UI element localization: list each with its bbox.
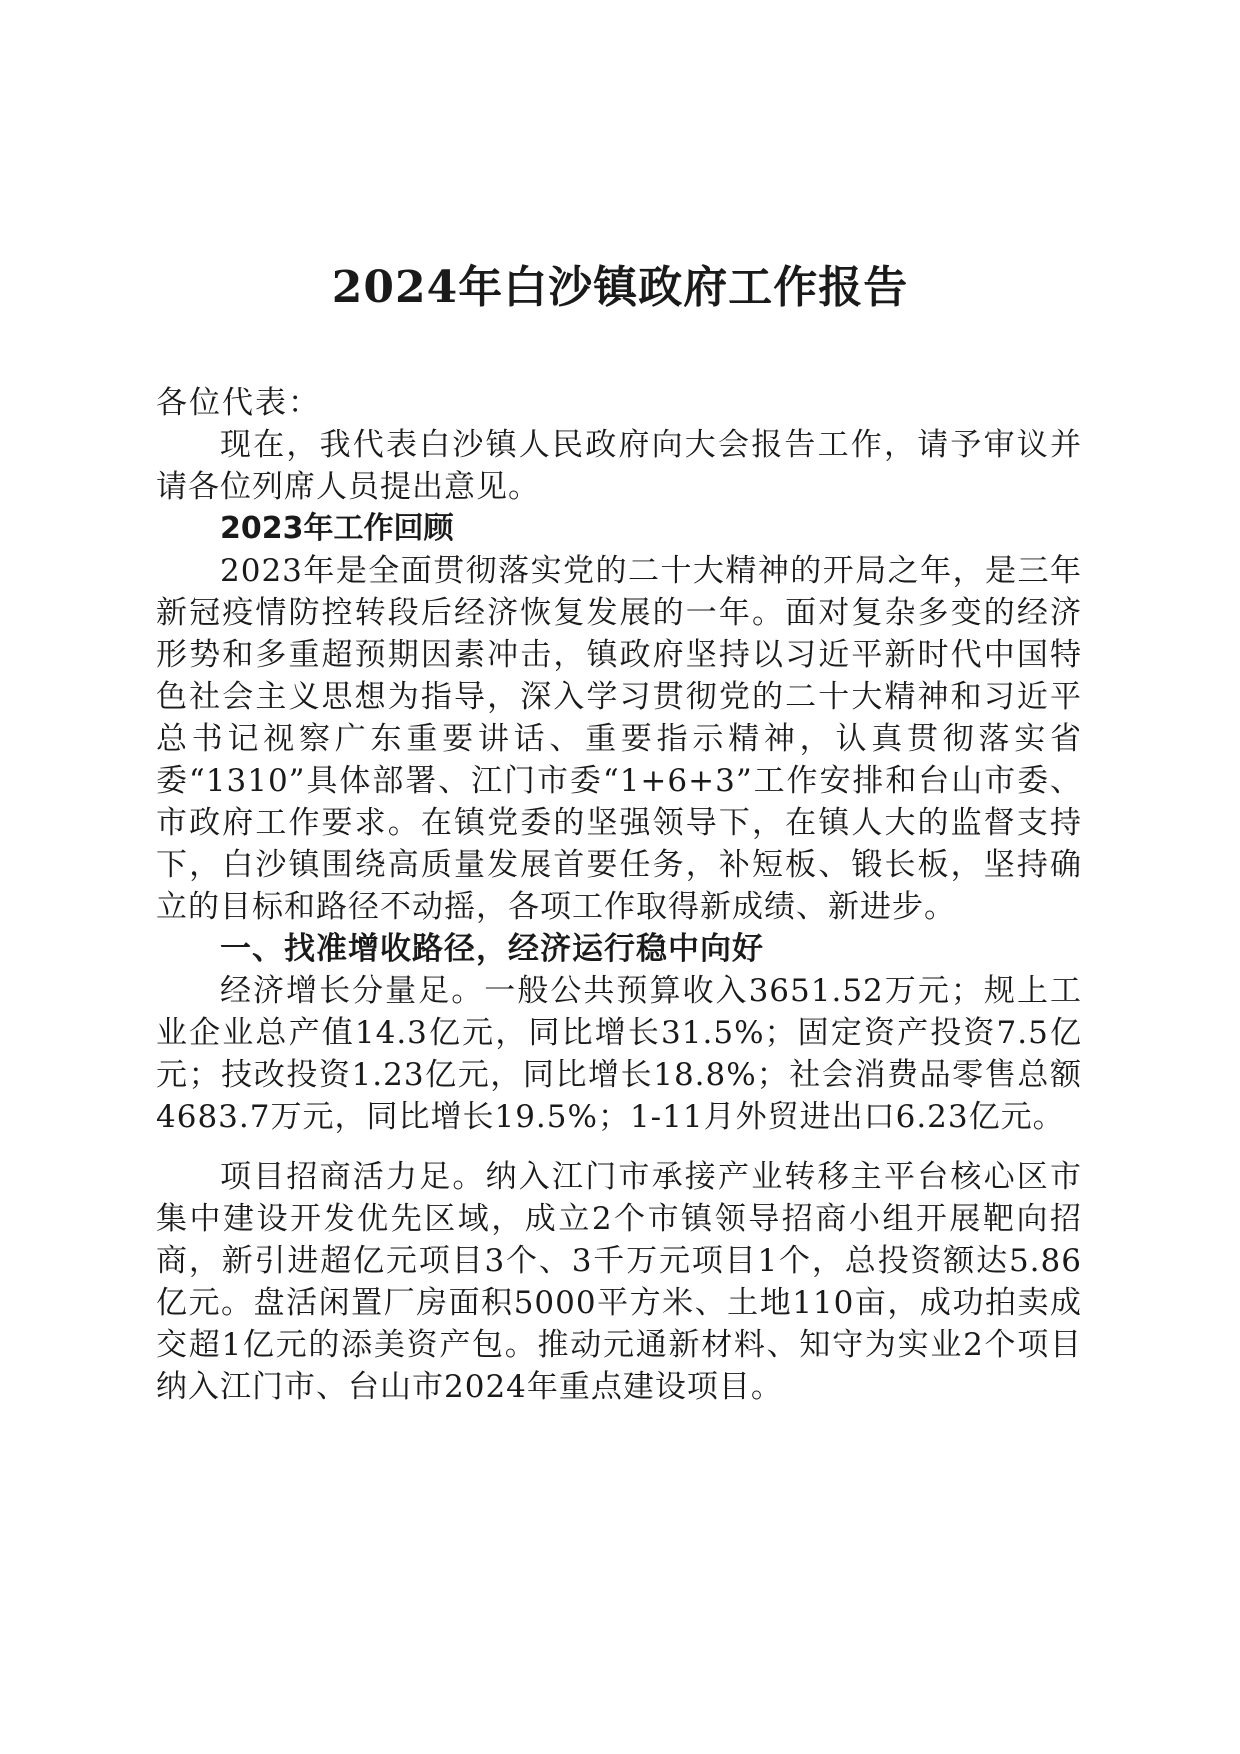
section1-paragraph-investment: 项目招商活力足。纳入江门市承接产业转移主平台核心区市集中建设开发优先区域，成立2个市镇领导招商小组开展靶向招商，新引进超亿元项目3个、3千万元项目1个，总投资额达5.86亿元。盘活闲置厂房面积5000平方米、土地110亩，成功拍卖成交超1亿元的添美资产包。推动元通新材料、知守为实业2个项目纳入江门市、台山市2024年重点建设项目。	[156, 1159, 1082, 1405]
intro-paragraph: 现在，我代表白沙镇人民政府向大会报告工作，请予审议并请各位列席人员提出意见。	[156, 427, 1082, 505]
salutation: 各位代表：	[156, 385, 321, 421]
section1-heading: 一、找准增收路径，经济运行稳中向好	[220, 931, 764, 967]
document-title: 2024年白沙镇政府工作报告	[331, 262, 909, 313]
review-paragraph: 2023年是全面贯彻落实党的二十大精神的开局之年，是三年新冠疫情防控转段后经济恢复发展的一年。面对复杂多变的经济形势和多重超预期因素冲击，镇政府坚持以习近平新时代中国特色社会主义思想为指导，深入学习贯彻党的二十大精神和习近平总书记视察广东重要讲话、重要指示精神，认真贯彻落实省委“1310”具体部署、江门市委“1+6+3”工作安排和台山市委、市政府工作要求。在镇党委的坚强领导下，在镇人大的监督支持下，白沙镇围绕高质量发展首要任务，补短板、锻长板，坚持确立的目标和路径不动摇，各项工作取得新成绩、新进步。	[156, 553, 1082, 925]
review-heading: 2023年工作回顾	[220, 511, 454, 546]
section1-paragraph-economy: 经济增长分量足。一般公共预算收入3651.52万元；规上工业企业总产值14.3亿元，同比增长31.5%；固定资产投资7.5亿元；技改投资1.23亿元，同比增长18.8%；社会消费品零售总额4683.7万元，同比增长19.5%；1-11月外贸进出口6.23亿元。	[156, 973, 1082, 1135]
document-body	[156, 382, 1082, 1408]
